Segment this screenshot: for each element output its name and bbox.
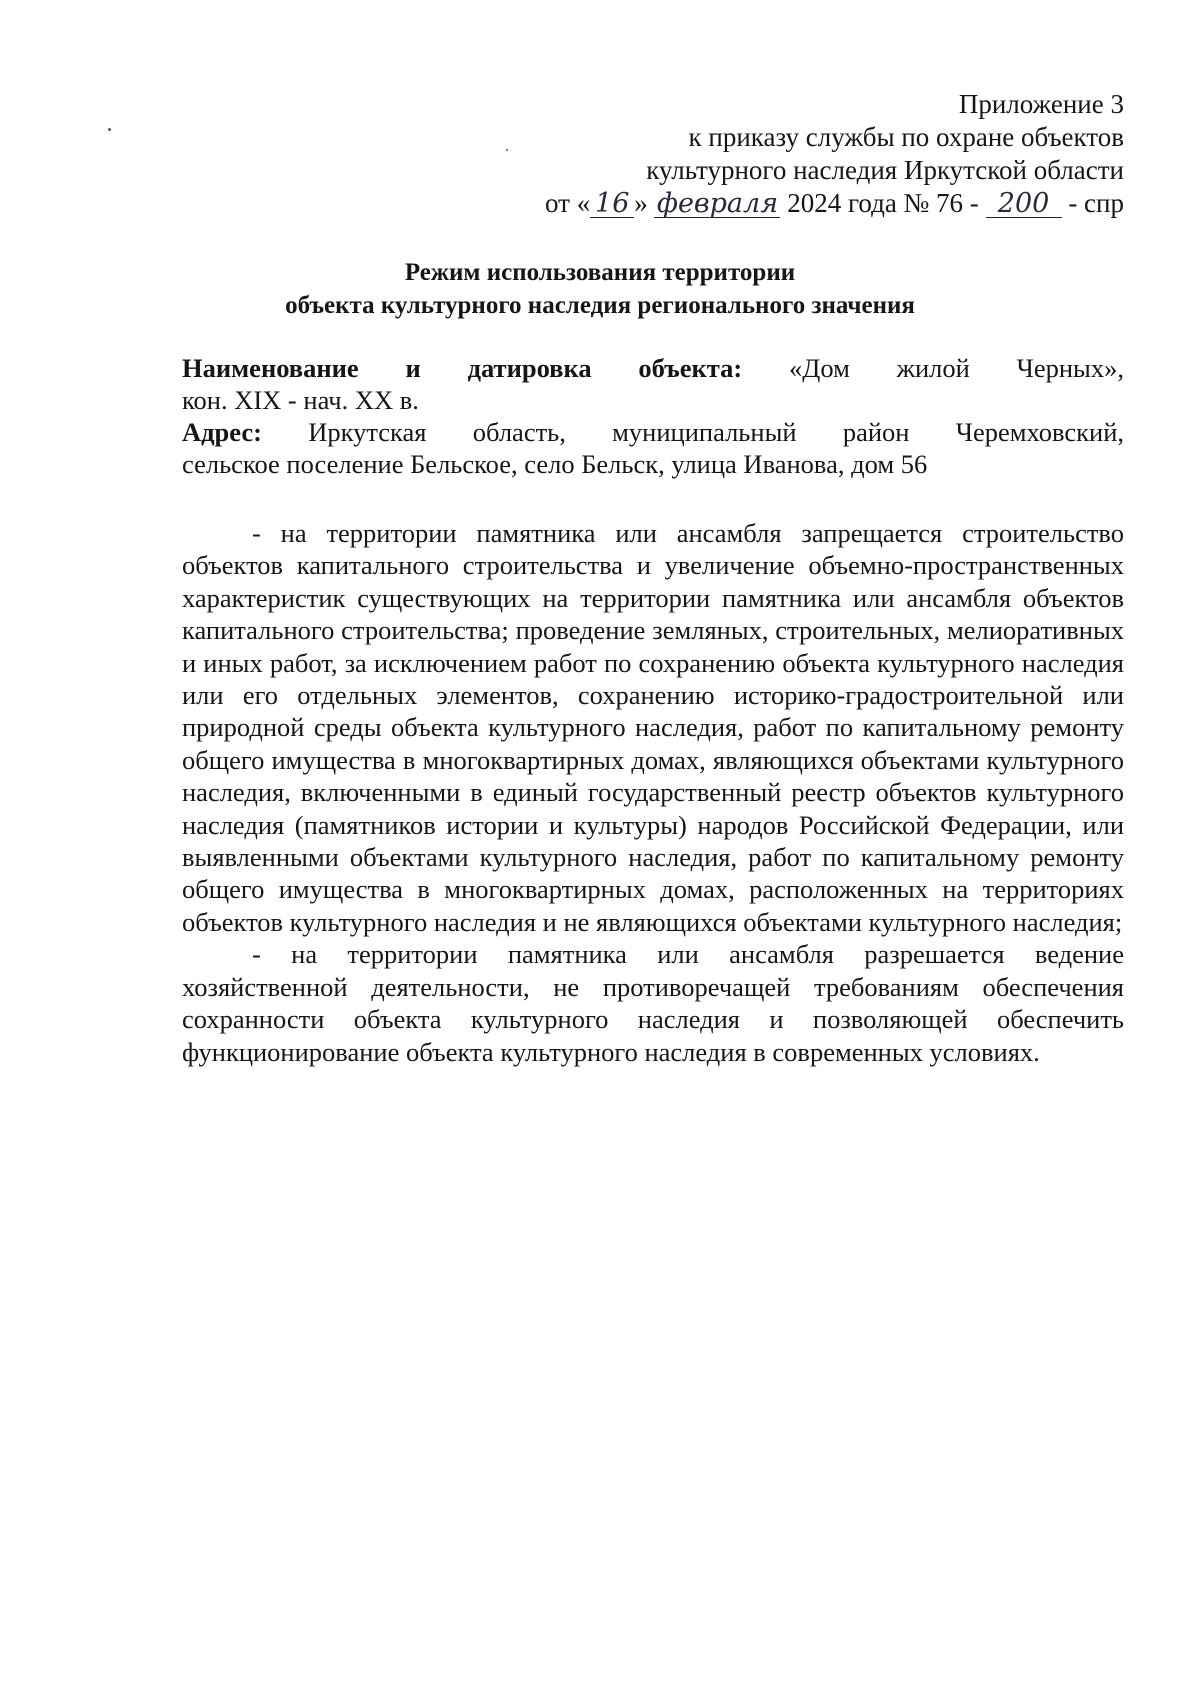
document-title — [0, 256, 1200, 322]
order-suffix: - спр — [1068, 188, 1124, 218]
object-name-row — [182, 352, 1124, 384]
permission-paragraph: - на территории памятника или ансамбля разрешается ведение хозяйственной деятельности, не противоречащей требованиям обеспечения сохранности объекта культурного наследия и позволяющей обеспечить функционирование объекта культурного наследия в современных условиях. — [182, 939, 1124, 1067]
appendix-header — [424, 88, 1124, 220]
title-line: Режим использования территории — [404, 259, 796, 286]
object-info — [182, 352, 1124, 480]
address-label: Адрес: — [182, 417, 262, 447]
title-line: объекта культурного наследия регионального значения — [285, 292, 915, 319]
object-address-row — [182, 416, 1124, 448]
scan-speck — [108, 128, 111, 131]
object-name-value: «Дом жилой Черных», — [789, 353, 1124, 383]
appendix-reference-line: культурного наследия Иркутской области — [646, 155, 1124, 185]
handwritten-day: 16 — [590, 191, 634, 218]
object-dating: кон. XIX - нач. XX в. — [182, 385, 419, 415]
date-mid: » — [634, 188, 648, 218]
appendix-number: Приложение 3 — [958, 89, 1124, 119]
regulation-text — [182, 517, 1124, 1068]
address-value: Иркутская область, муниципальный район Черемховский, — [308, 417, 1125, 447]
prohibition-paragraph: - на территории памятника или ансамбля запрещается строительство объектов капитального строительства и увеличение объемно-пространственных характеристик существующих на территории памятника или ансамбля объектов капитального строительства; проведение земляных, строительных, мелиоративных и иных работ, за исключением работ по сохранению объекта культурного наследия или его отдельных элементов, сохранению историко-градостроительной или природной среды объекта культурного наследия, работ по капитальному ремонту общего имущества в многоквартирных домах, являющихся объектами культурного наследия, включенными в единый государственный реестр объектов культурного наследия (памятников истории и культуры) народов Российской Федерации, или выявленными объектами культурного наследия, работ по капитальному ремонту общего имущества в многоквартирных домах, расположенных на территориях объектов культурного наследия и не являющихся объектами культурного наследия; — [182, 518, 1124, 937]
address-continuation: сельское поселение Бельское, село Бельск, улица Иванова, дом 56 — [182, 449, 928, 479]
year-and-order: 2024 года № 76 - — [787, 188, 979, 218]
handwritten-month: февраля — [654, 191, 780, 218]
object-name-label: Наименование и датировка объекта: — [182, 353, 743, 383]
handwritten-order-number: 200 — [986, 191, 1062, 218]
order-date-line — [424, 187, 1124, 220]
date-prefix: от « — [545, 188, 591, 218]
appendix-reference-line: к приказу службы по охране объектов — [688, 122, 1124, 152]
